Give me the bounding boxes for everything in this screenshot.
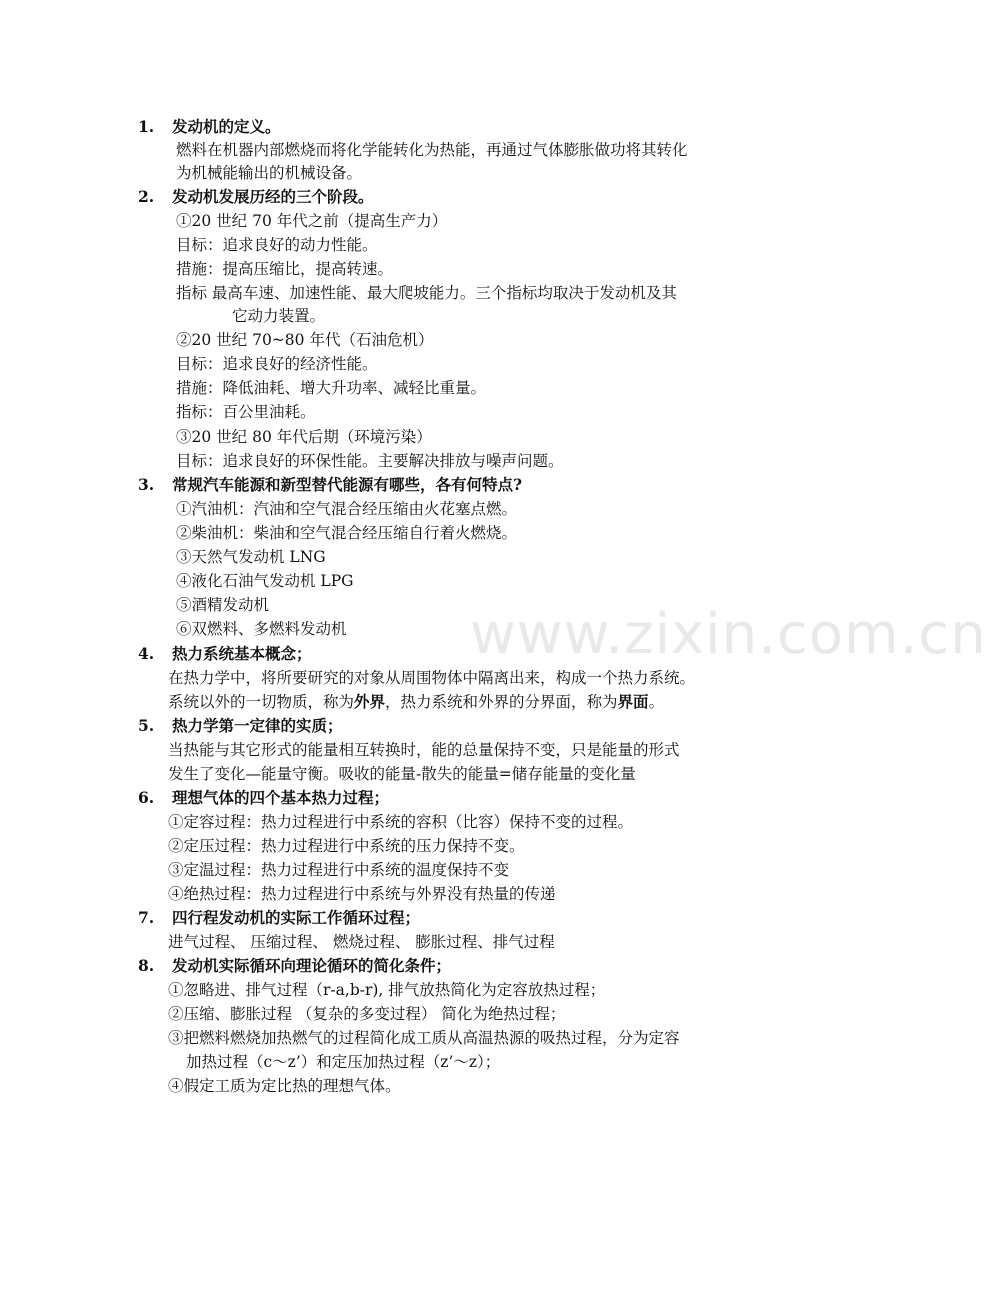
section-title: 发动机实际循环向理论循环的简化条件；	[172, 956, 452, 975]
body-line: ③20 世纪 80 年代后期（环境污染）	[176, 428, 432, 446]
body-line: ③把燃料燃烧加热燃气的过程简化成工质从高温热源的吸热过程，分为定容	[168, 1029, 680, 1047]
body-line: ②柴油机：柴油和空气混合经压缩自行着火燃烧。	[176, 524, 518, 542]
body-line: ①汽油机：汽油和空气混合经压缩由火花塞点燃。	[176, 500, 518, 518]
body-line: 发生了变化—能量守衡。吸收的能量-散失的能量=储存能量的变化量	[168, 765, 636, 783]
body-line: ②定压过程：热力过程进行中系统的压力保持不变。	[168, 837, 525, 855]
body-line: ⑥双燃料、多燃料发动机	[176, 620, 347, 638]
body-line: ①忽略进、排气过程（r-a,b-r), 排气放热简化为定容放热过程；	[168, 981, 606, 999]
body-line: ③定温过程：热力过程进行中系统的温度保持不变	[168, 861, 510, 879]
body-line: ④液化石油气发动机 LPG	[176, 572, 354, 590]
body-line: 当热能与其它形式的能量相互转换时，能的总量保持不变，只是能量的形式	[168, 741, 680, 759]
body-line: 目标：追求良好的环保性能。主要解决排放与噪声问题。	[176, 452, 564, 470]
body-line: ⑤酒精发动机	[176, 596, 270, 614]
body-line: ④假定工质为定比热的理想气体。	[168, 1077, 401, 1095]
body-line: ②压缩、膨胀过程 （复杂的多变过程） 简化为绝热过程；	[168, 1005, 566, 1023]
body-line: ①定容过程：热力过程进行中系统的容积（比容）保持不变的过程。	[168, 813, 634, 831]
section-number: 5.	[138, 716, 155, 735]
section-title: 热力系统基本概念；	[172, 644, 312, 663]
body-line: 进气过程、 压缩过程、 燃烧过程、 膨胀过程、排气过程	[168, 933, 555, 951]
section-title: 理想气体的四个基本热力过程；	[172, 788, 390, 807]
section-number: 8.	[138, 956, 155, 975]
body-line: 指标：百公里油耗。	[176, 403, 316, 421]
section-title: 常规汽车能源和新型替代能源有哪些，各有何特点?	[172, 475, 523, 494]
body-line: 目标：追求良好的动力性能。	[176, 236, 378, 254]
body-line: 加热过程（c～z’）和定压加热过程（z’～z）；	[186, 1053, 501, 1071]
text-segment: 系统以外的一切物质，称为	[168, 693, 355, 711]
section-title: 发动机发展历经的三个阶段。	[172, 187, 374, 206]
term-interface: 界面	[617, 692, 649, 711]
body-line: 它动力装置。	[232, 307, 326, 325]
body-line: ②20 世纪 70~80 年代（石油危机）	[176, 331, 434, 349]
section-title: 热力学第一定律的实质；	[172, 716, 343, 735]
body-line: ④绝热过程：热力过程进行中系统与外界没有热量的传递	[168, 885, 556, 903]
watermark: www.zixin.com.cn	[470, 602, 987, 667]
section-number: 3.	[138, 475, 155, 494]
section-title: 四行程发动机的实际工作循环过程；	[172, 908, 421, 927]
body-line: 为机械能输出的机械设备。	[176, 164, 363, 182]
body-line: 措施：提高压缩比，提高转速。	[176, 260, 394, 278]
section-number: 6.	[138, 788, 155, 807]
text-segment: 。	[648, 693, 665, 711]
text-segment: ，热力系统和外界的分界面，称为	[385, 693, 618, 711]
section-number: 1.	[138, 117, 155, 136]
body-line: ③天然气发动机 LNG	[176, 548, 326, 566]
body-line: 在热力学中，将所要研究的对象从周围物体中隔离出来，构成一个热力系统。	[168, 669, 696, 687]
body-line: 措施：降低油耗、增大升功率、减轻比重量。	[176, 379, 487, 397]
section-title: 发动机的定义。	[172, 117, 281, 136]
section-number: 7.	[138, 908, 155, 927]
term-outside: 外界	[354, 692, 386, 711]
body-line-mixed	[168, 691, 664, 713]
body-line: ①20 世纪 70 年代之前（提高生产力）	[176, 212, 448, 230]
section-number: 4.	[138, 644, 155, 663]
body-line: 燃料在机器内部燃烧而将化学能转化为热能，再通过气体膨胀做功将其转化	[176, 141, 688, 159]
body-line: 目标：追求良好的经济性能。	[176, 355, 378, 373]
section-number: 2.	[138, 187, 155, 206]
body-line: 指标 最高车速、加速性能、最大爬坡能力。三个指标均取决于发动机及其	[176, 284, 677, 302]
